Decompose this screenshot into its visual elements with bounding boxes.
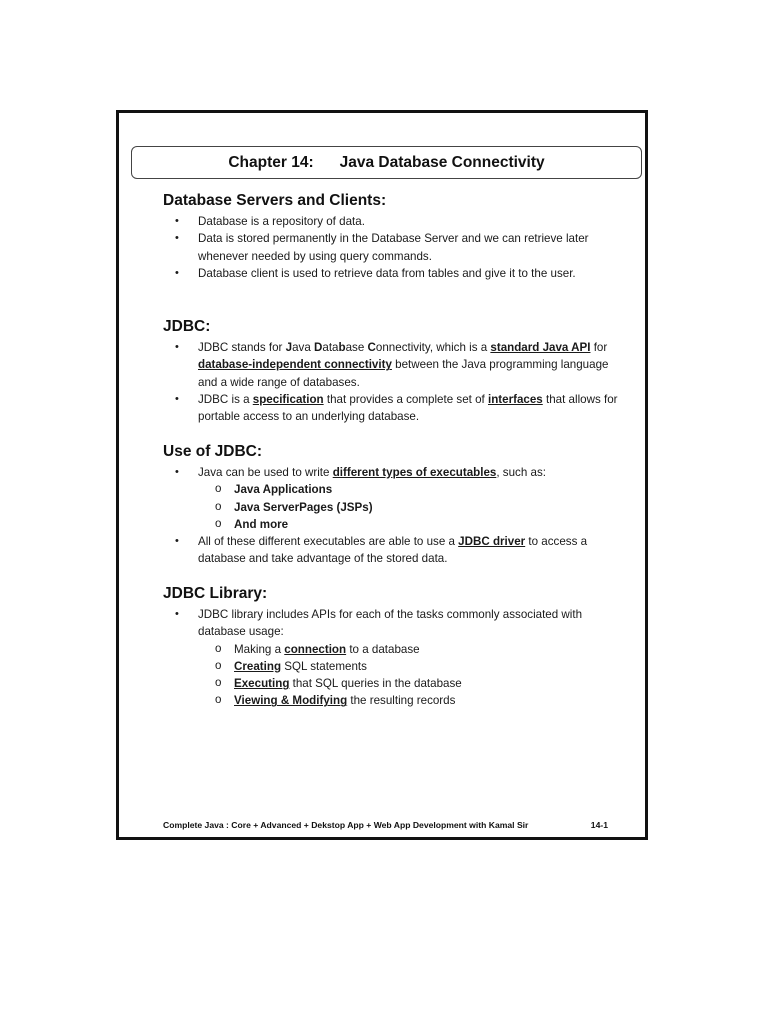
sub-list-item: o Making a connection to a database [215, 641, 420, 656]
section-jdbc-library [163, 584, 618, 710]
sub-list-item: o Viewing & Modifying the resulting records [215, 693, 456, 708]
term-db-independent: database-independent connectivity [198, 358, 392, 372]
sub-list-item: o Java Applications [215, 482, 333, 497]
page-number: 14-1 [590, 820, 608, 830]
footer-text: Complete Java : Core + Advanced + Dekstop App + Web App Development with Kamal Sir [163, 820, 529, 830]
list-item: • Database client is used to retrieve data from tables and give it to the user. [175, 266, 576, 280]
chapter-title: Java Database Connectivity [339, 153, 545, 171]
term-specification: specification [252, 392, 324, 406]
sub-list-item: o And more [215, 516, 289, 531]
list-item: • JDBC is a specification that provides a complete set of interfaces that allows for portable access to an underlying database. [175, 392, 618, 424]
list-item: • All of these different executables are able to use a JDBC driver to access a database and take advantage of the stored data. [175, 535, 588, 566]
term-interfaces: interfaces [487, 392, 543, 406]
chapter-label: Chapter 14: [228, 153, 314, 171]
section-use-of-jdbc [163, 442, 618, 568]
sub-list-item: o Executing that SQL queries in the database [215, 676, 462, 691]
section-heading: Use of JDBC: [163, 443, 263, 460]
sub-list-item: o Creating SQL statements [215, 658, 367, 673]
term-standard-java-api: standard Java API [490, 341, 591, 354]
list-item: • JDBC stands for Java Database Connectivity, which is a standard Java API for database-independent connectivity between the Java programming language and a wide range of databases. [175, 341, 609, 389]
list-item: • Data is stored permanently in the Database Server and we can retrieve later whenever needed by using query commands. [175, 232, 589, 263]
term-executables: different types of executables [332, 466, 497, 479]
chapter-header [131, 146, 642, 179]
list-item: • Database is a repository of data. [175, 215, 365, 228]
section-heading: Database Servers and Clients: [163, 192, 387, 209]
section-db-servers [163, 191, 618, 282]
page-footer [163, 820, 608, 830]
sub-list-item: o Java ServerPages (JSPs) [215, 499, 373, 514]
list-item: • JDBC library includes APIs for each of the tasks commonly associated with database usage: [175, 608, 583, 639]
term-jdbc-driver: JDBC driver [458, 535, 526, 549]
section-heading: JDBC Library: [163, 585, 268, 602]
list-item: • Java can be used to write different types of executables, such as: [175, 466, 546, 479]
section-jdbc [163, 317, 618, 425]
section-heading: JDBC: [163, 318, 211, 335]
